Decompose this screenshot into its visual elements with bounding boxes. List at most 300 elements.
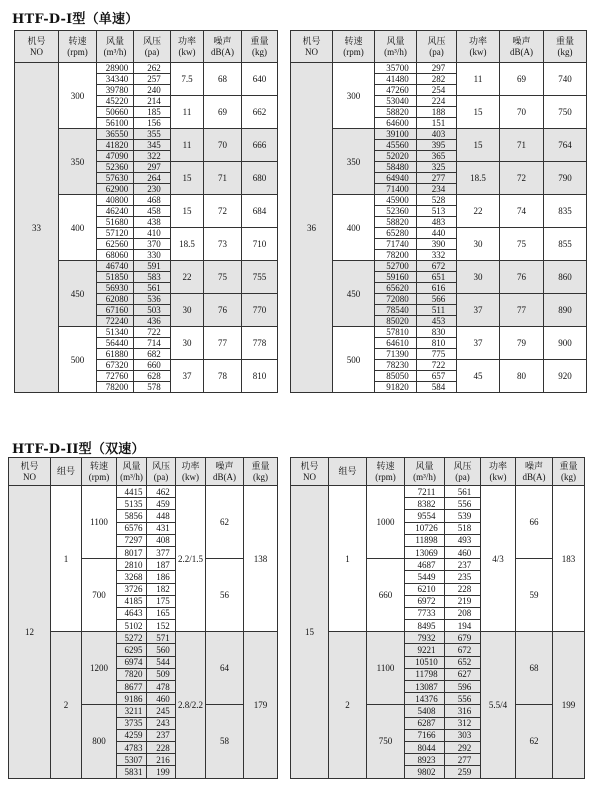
- airflow-value: 78200: [97, 382, 134, 393]
- airflow-value: 78200: [375, 250, 417, 261]
- column-header: [329, 458, 367, 486]
- single-speed-table-right: [290, 30, 587, 393]
- pressure-value: 528: [417, 195, 457, 206]
- airflow-value: 4259: [117, 729, 147, 741]
- airflow-value: 46740: [97, 261, 134, 272]
- power-value: 2.2/1.5: [176, 486, 206, 632]
- column-header-label: 风压: [427, 35, 446, 46]
- column-header: [117, 458, 147, 486]
- pressure-value: 240: [134, 85, 171, 96]
- column-header-unit: NO: [303, 471, 316, 482]
- airflow-value: 45560: [375, 140, 417, 151]
- pressure-value: 245: [147, 705, 176, 717]
- pressure-value: 185: [134, 107, 171, 118]
- airflow-value: 64600: [375, 118, 417, 129]
- double-speed-table-right: [290, 457, 585, 779]
- airflow-value: 3211: [117, 705, 147, 717]
- column-header-label: 风量: [105, 35, 124, 46]
- speed-rpm: 660: [367, 559, 405, 632]
- pressure-value: 194: [445, 620, 481, 632]
- airflow-value: 8677: [117, 681, 147, 693]
- noise-value: 75: [500, 228, 544, 261]
- table-row: [291, 129, 587, 140]
- airflow-value: 78230: [375, 360, 417, 371]
- pressure-value: 228: [147, 741, 176, 753]
- column-header: [134, 31, 171, 63]
- column-header-label: 噪声: [512, 35, 531, 46]
- airflow-value: 9186: [117, 693, 147, 705]
- pressure-value: 410: [134, 228, 171, 239]
- pressure-value: 377: [147, 546, 176, 558]
- pressure-value: 503: [134, 305, 171, 316]
- pressure-value: 322: [134, 151, 171, 162]
- speed-rpm: 500: [59, 327, 97, 393]
- column-header-label: 重量: [559, 460, 578, 471]
- column-header-unit: (rpm): [88, 471, 110, 482]
- airflow-value: 71740: [375, 239, 417, 250]
- column-header: [15, 31, 59, 63]
- pressure-value: 438: [134, 217, 171, 228]
- column-header: [147, 458, 176, 486]
- pressure-value: 679: [445, 632, 481, 644]
- speed-rpm: 700: [82, 559, 117, 632]
- column-header-unit: dB(A): [522, 471, 546, 482]
- column-header-unit: (rpm): [375, 471, 396, 482]
- airflow-value: 34340: [97, 74, 134, 85]
- column-header-unit: (kg): [557, 46, 573, 57]
- power-value: 30: [457, 261, 500, 294]
- column-header: [544, 31, 587, 63]
- machine-number: 33: [15, 63, 59, 393]
- speed-rpm: 300: [333, 63, 375, 129]
- column-header-label: 组号: [338, 466, 357, 476]
- pressure-value: 660: [134, 360, 171, 371]
- pressure-value: 672: [445, 644, 481, 656]
- power-value: 11: [171, 96, 204, 129]
- column-header-unit: NO: [23, 471, 36, 482]
- column-header-label: 机号: [20, 460, 39, 471]
- pressure-value: 453: [417, 316, 457, 327]
- pressure-value: 243: [147, 717, 176, 729]
- pressure-value: 237: [147, 729, 176, 741]
- column-header-unit: (pa): [144, 46, 160, 57]
- airflow-value: 39100: [375, 129, 417, 140]
- airflow-value: 45900: [375, 195, 417, 206]
- column-header-unit: NO: [305, 46, 318, 57]
- column-header: [481, 458, 516, 486]
- column-header-label: 机号: [27, 35, 46, 46]
- pressure-value: 578: [134, 382, 171, 393]
- pressure-value: 657: [417, 371, 457, 382]
- pressure-value: 208: [445, 607, 481, 619]
- pressure-value: 175: [147, 595, 176, 607]
- weight-value: 855: [544, 228, 587, 261]
- airflow-value: 5449: [405, 571, 445, 583]
- column-header-unit: (kw): [489, 471, 507, 482]
- pressure-value: 214: [134, 96, 171, 107]
- pressure-value: 775: [417, 349, 457, 360]
- header-row: [291, 31, 587, 63]
- column-header-label: 转速: [89, 460, 108, 471]
- column-header: [516, 458, 553, 486]
- airflow-value: 5307: [117, 754, 147, 766]
- double-speed-table-left: [8, 457, 278, 779]
- noise-value: 58: [206, 705, 244, 778]
- airflow-value: 13069: [405, 546, 445, 558]
- noise-value: 59: [516, 559, 553, 632]
- column-header-unit: (kw): [182, 471, 199, 482]
- power-value: 22: [457, 195, 500, 228]
- pressure-value: 448: [147, 510, 176, 522]
- power-value: 11: [171, 129, 204, 162]
- airflow-value: 64610: [375, 338, 417, 349]
- pressure-value: 682: [134, 349, 171, 360]
- pressure-value: 627: [445, 668, 481, 680]
- pressure-value: 583: [134, 272, 171, 283]
- airflow-value: 78540: [375, 305, 417, 316]
- power-value: 22: [171, 261, 204, 294]
- airflow-value: 8044: [405, 741, 445, 753]
- pressure-value: 459: [147, 498, 176, 510]
- airflow-value: 57810: [375, 327, 417, 338]
- weight-value: 662: [242, 96, 278, 129]
- pressure-value: 458: [134, 206, 171, 217]
- pressure-value: 165: [147, 607, 176, 619]
- airflow-value: 50660: [97, 107, 134, 118]
- airflow-value: 2810: [117, 559, 147, 571]
- airflow-value: 7820: [117, 668, 147, 680]
- airflow-value: 14376: [405, 693, 445, 705]
- pressure-value: 188: [417, 107, 457, 118]
- column-header-unit: (pa): [429, 46, 444, 57]
- weight-value: 860: [544, 261, 587, 294]
- pressure-value: 262: [134, 63, 171, 74]
- weight-value: 835: [544, 195, 587, 228]
- pressure-value: 591: [134, 261, 171, 272]
- airflow-value: 5856: [117, 510, 147, 522]
- pressure-value: 199: [147, 766, 176, 778]
- weight-value: 179: [244, 632, 278, 778]
- noise-value: 75: [204, 261, 242, 294]
- weight-value: 900: [544, 327, 587, 360]
- pressure-value: 408: [147, 534, 176, 546]
- weight-value: 890: [544, 294, 587, 327]
- airflow-value: 35700: [375, 63, 417, 74]
- airflow-value: 85020: [375, 316, 417, 327]
- pressure-value: 316: [445, 705, 481, 717]
- pressure-value: 395: [417, 140, 457, 151]
- column-header-unit: dB(A): [211, 46, 234, 57]
- airflow-value: 46240: [97, 206, 134, 217]
- column-header-label: 功率: [468, 35, 487, 46]
- pressure-value: 722: [134, 327, 171, 338]
- pressure-value: 436: [134, 316, 171, 327]
- noise-value: 79: [500, 327, 544, 360]
- table-row: [15, 63, 278, 74]
- column-header: [176, 458, 206, 486]
- noise-value: 70: [500, 96, 544, 129]
- column-header-unit: (kg): [252, 46, 267, 57]
- airflow-value: 3268: [117, 571, 147, 583]
- column-header-label: 风压: [151, 460, 170, 471]
- airflow-value: 91820: [375, 382, 417, 393]
- column-header-label: 功率: [177, 35, 196, 46]
- speed-rpm: 450: [333, 261, 375, 327]
- speed-rpm: 450: [59, 261, 97, 327]
- column-header-label: 转速: [376, 460, 395, 471]
- power-value: 15: [171, 162, 204, 195]
- column-header-unit: dB(A): [213, 471, 236, 482]
- weight-value: 666: [242, 129, 278, 162]
- airflow-value: 62900: [97, 184, 134, 195]
- pressure-value: 156: [134, 118, 171, 129]
- airflow-value: 7733: [405, 607, 445, 619]
- airflow-value: 56440: [97, 338, 134, 349]
- airflow-value: 67320: [97, 360, 134, 371]
- pressure-value: 460: [147, 693, 176, 705]
- airflow-value: 52700: [375, 261, 417, 272]
- column-header: [375, 31, 417, 63]
- airflow-value: 13087: [405, 681, 445, 693]
- weight-value: 710: [242, 228, 278, 261]
- airflow-value: 9554: [405, 510, 445, 522]
- airflow-value: 68060: [97, 250, 134, 261]
- airflow-value: 59160: [375, 272, 417, 283]
- header-row: [15, 31, 278, 63]
- column-header-label: 功率: [181, 460, 200, 471]
- pressure-value: 292: [445, 741, 481, 753]
- pressure-value: 556: [445, 693, 481, 705]
- pressure-value: 714: [134, 338, 171, 349]
- weight-value: 920: [544, 360, 587, 393]
- noise-value: 68: [204, 63, 242, 96]
- speed-rpm: 1000: [367, 486, 405, 559]
- column-header: [291, 31, 333, 63]
- pressure-value: 234: [417, 184, 457, 195]
- column-header: [206, 458, 244, 486]
- speed-rpm: 400: [333, 195, 375, 261]
- column-header-unit: (rpm): [343, 46, 364, 57]
- airflow-value: 52360: [375, 206, 417, 217]
- speed-rpm: 1200: [82, 632, 117, 705]
- weight-value: 138: [244, 486, 278, 632]
- noise-value: 71: [204, 162, 242, 195]
- pressure-value: 228: [445, 583, 481, 595]
- pressure-value: 151: [417, 118, 457, 129]
- column-header-unit: (pa): [153, 471, 169, 482]
- noise-value: 80: [500, 360, 544, 393]
- pressure-value: 235: [445, 571, 481, 583]
- column-header-label: 风量: [386, 35, 405, 46]
- noise-value: 72: [204, 195, 242, 228]
- noise-value: 66: [516, 486, 553, 559]
- airflow-value: 9221: [405, 644, 445, 656]
- single-speed-table-left: [14, 30, 278, 393]
- airflow-value: 5135: [117, 498, 147, 510]
- table-row: [9, 486, 278, 498]
- airflow-value: 5102: [117, 620, 147, 632]
- column-header: [445, 458, 481, 486]
- pressure-value: 544: [147, 656, 176, 668]
- pressure-value: 561: [445, 486, 481, 498]
- pressure-value: 571: [147, 632, 176, 644]
- airflow-value: 58480: [375, 162, 417, 173]
- group-number: 2: [329, 632, 367, 778]
- pressure-value: 440: [417, 228, 457, 239]
- pressure-value: 539: [445, 510, 481, 522]
- airflow-value: 7166: [405, 729, 445, 741]
- airflow-value: 71400: [375, 184, 417, 195]
- column-header-label: 组号: [56, 466, 75, 476]
- power-value: 15: [457, 129, 500, 162]
- column-header: [82, 458, 117, 486]
- column-header: [553, 458, 585, 486]
- pressure-value: 483: [417, 217, 457, 228]
- airflow-value: 4783: [117, 741, 147, 753]
- pressure-value: 297: [134, 162, 171, 173]
- airflow-value: 65620: [375, 283, 417, 294]
- airflow-value: 40800: [97, 195, 134, 206]
- pressure-value: 509: [147, 668, 176, 680]
- power-value: 5.5/4: [481, 632, 516, 778]
- column-header-label: 转速: [68, 35, 87, 46]
- airflow-value: 8923: [405, 754, 445, 766]
- airflow-value: 6974: [117, 656, 147, 668]
- airflow-value: 11798: [405, 668, 445, 680]
- column-header-label: 风量: [415, 460, 434, 471]
- airflow-value: 7297: [117, 534, 147, 546]
- airflow-value: 3735: [117, 717, 147, 729]
- pressure-value: 224: [417, 96, 457, 107]
- pressure-value: 297: [417, 63, 457, 74]
- airflow-value: 64940: [375, 173, 417, 184]
- speed-rpm: 300: [59, 63, 97, 129]
- column-header-label: 重量: [250, 35, 269, 46]
- weight-value: 199: [553, 632, 585, 778]
- speed-rpm: 400: [59, 195, 97, 261]
- pressure-value: 584: [417, 382, 457, 393]
- noise-value: 74: [500, 195, 544, 228]
- pressure-value: 187: [147, 559, 176, 571]
- pressure-value: 325: [417, 162, 457, 173]
- power-value: 11: [457, 63, 500, 96]
- pressure-value: 830: [417, 327, 457, 338]
- airflow-value: 41820: [97, 140, 134, 151]
- column-header: [405, 458, 445, 486]
- power-value: 37: [171, 360, 204, 393]
- column-header-label: 风压: [453, 460, 472, 471]
- noise-value: 71: [500, 129, 544, 162]
- speed-rpm: 350: [333, 129, 375, 195]
- airflow-value: 10510: [405, 656, 445, 668]
- pressure-value: 566: [417, 294, 457, 305]
- column-header: [291, 458, 329, 486]
- pressure-value: 672: [417, 261, 457, 272]
- pressure-value: 596: [445, 681, 481, 693]
- weight-value: 684: [242, 195, 278, 228]
- column-header-unit: (kw): [469, 46, 487, 57]
- column-header: [204, 31, 242, 63]
- column-header: [500, 31, 544, 63]
- speed-rpm: 1100: [82, 486, 117, 559]
- column-header-unit: (rpm): [67, 46, 88, 57]
- pressure-value: 282: [417, 74, 457, 85]
- noise-value: 69: [204, 96, 242, 129]
- power-value: 15: [457, 96, 500, 129]
- noise-value: 56: [206, 559, 244, 632]
- airflow-value: 45220: [97, 96, 134, 107]
- column-header-label: 功率: [488, 460, 507, 471]
- airflow-value: 10726: [405, 522, 445, 534]
- group-number: 1: [51, 486, 82, 632]
- speed-rpm: 800: [82, 705, 117, 778]
- column-header-label: 重量: [555, 35, 574, 46]
- pressure-value: 628: [134, 371, 171, 382]
- pressure-value: 345: [134, 140, 171, 151]
- column-header: [171, 31, 204, 63]
- pressure-value: 431: [147, 522, 176, 534]
- airflow-value: 5408: [405, 705, 445, 717]
- airflow-value: 85050: [375, 371, 417, 382]
- noise-value: 62: [516, 705, 553, 778]
- airflow-value: 51850: [97, 272, 134, 283]
- airflow-value: 52360: [97, 162, 134, 173]
- column-header: [59, 31, 97, 63]
- column-header-unit: (m³/h): [413, 471, 436, 482]
- airflow-value: 8495: [405, 620, 445, 632]
- speed-rpm: 750: [367, 705, 405, 778]
- power-value: 37: [457, 294, 500, 327]
- airflow-value: 28900: [97, 63, 134, 74]
- noise-value: 77: [204, 327, 242, 360]
- noise-value: 62: [206, 486, 244, 559]
- pressure-value: 230: [134, 184, 171, 195]
- column-header-unit: (m³/h): [103, 46, 127, 57]
- pressure-value: 561: [134, 283, 171, 294]
- noise-value: 64: [206, 632, 244, 705]
- airflow-value: 6295: [117, 644, 147, 656]
- airflow-value: 72760: [97, 371, 134, 382]
- airflow-value: 62560: [97, 239, 134, 250]
- airflow-value: 3726: [117, 583, 147, 595]
- pressure-value: 403: [417, 129, 457, 140]
- airflow-value: 5272: [117, 632, 147, 644]
- airflow-value: 56100: [97, 118, 134, 129]
- table-row: [291, 195, 587, 206]
- noise-value: 72: [500, 162, 544, 195]
- noise-value: 78: [204, 360, 242, 393]
- pressure-value: 468: [134, 195, 171, 206]
- airflow-value: 6210: [405, 583, 445, 595]
- airflow-value: 72240: [97, 316, 134, 327]
- airflow-value: 58820: [375, 107, 417, 118]
- column-header: [244, 458, 278, 486]
- table-row: [291, 486, 585, 498]
- noise-value: 76: [500, 261, 544, 294]
- airflow-value: 39780: [97, 85, 134, 96]
- column-header-unit: (kg): [253, 471, 268, 482]
- column-header: [9, 458, 51, 486]
- airflow-value: 36550: [97, 129, 134, 140]
- column-header-label: 转速: [344, 35, 363, 46]
- airflow-value: 41480: [375, 74, 417, 85]
- airflow-value: 51680: [97, 217, 134, 228]
- weight-value: 778: [242, 327, 278, 360]
- column-header-unit: NO: [30, 46, 43, 57]
- pressure-value: 616: [417, 283, 457, 294]
- airflow-value: 6972: [405, 595, 445, 607]
- airflow-value: 72080: [375, 294, 417, 305]
